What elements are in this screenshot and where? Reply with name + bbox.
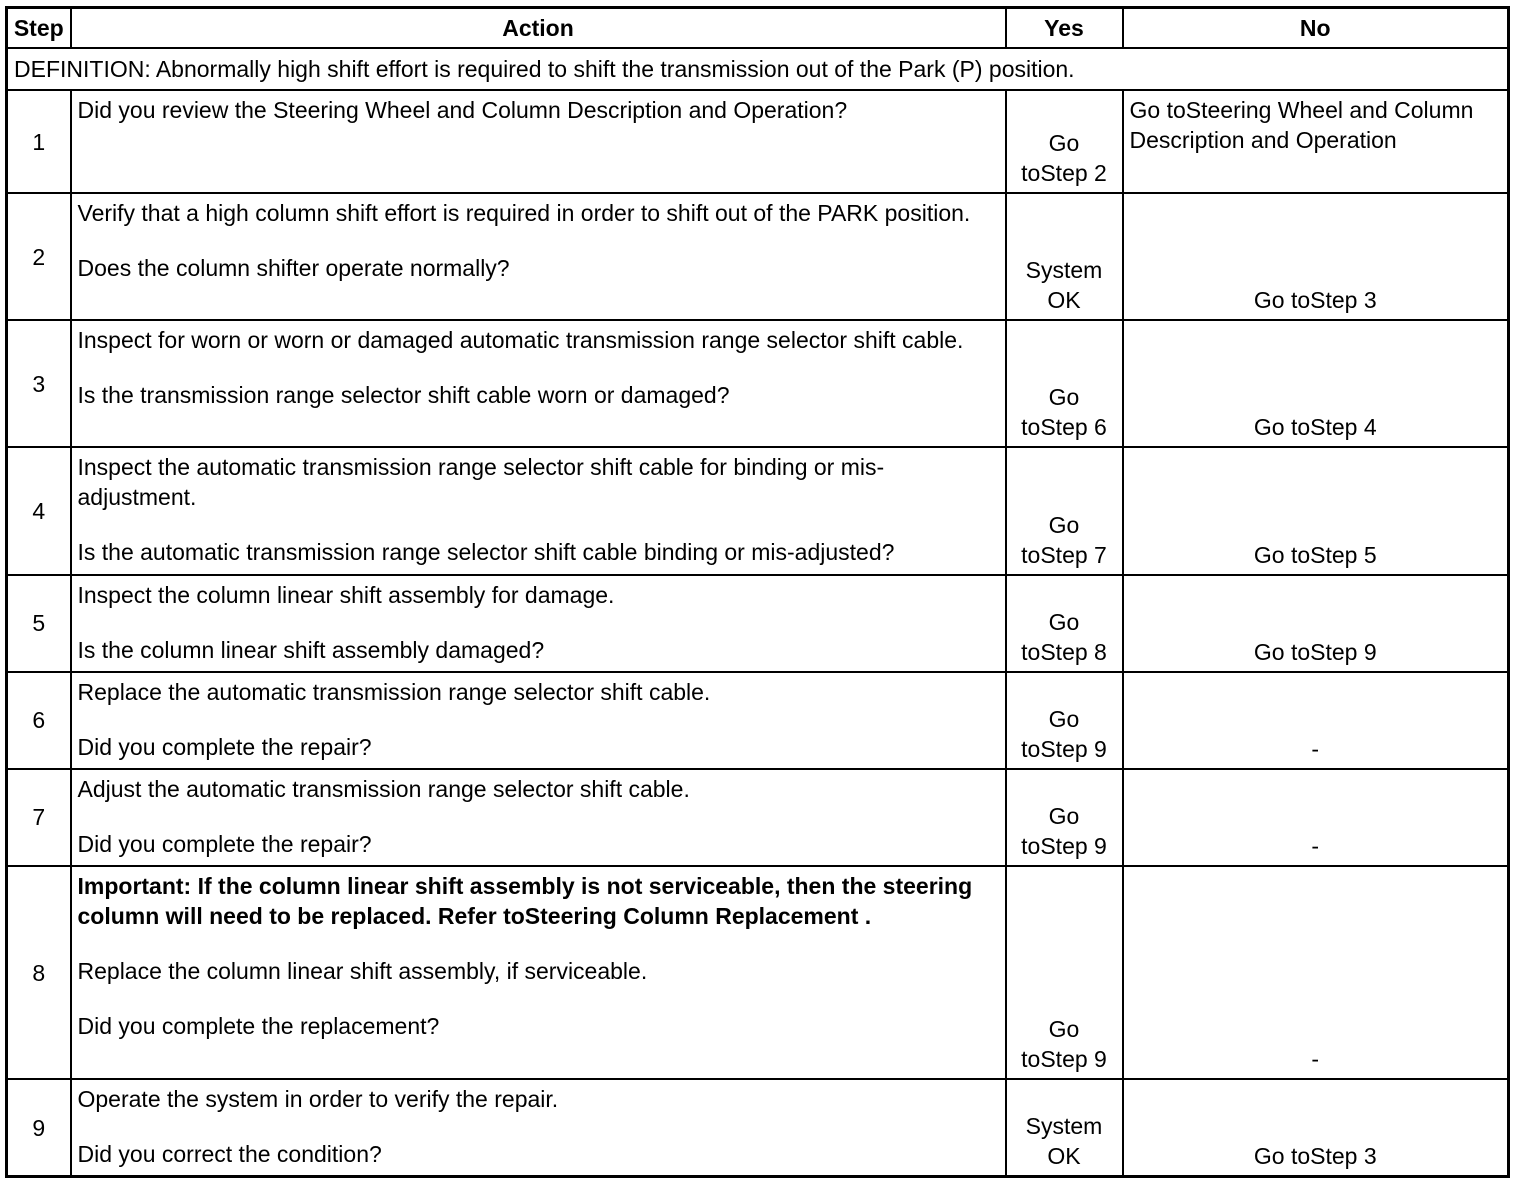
action-instruction: Verify that a high column shift effort is required in order to shift out of the PARK position.: [77, 200, 971, 227]
table-row: [7, 193, 1509, 320]
step-number: 4: [7, 447, 71, 574]
no-cell: Go toStep 4: [1123, 320, 1509, 447]
header-action: Action: [71, 8, 1006, 49]
action-question: Did you complete the repair?: [77, 733, 372, 760]
no-cell: Go toStep 5: [1123, 447, 1509, 574]
yes-cell: Go toStep 7: [1006, 447, 1123, 574]
table-row: [7, 575, 1509, 672]
yes-cell: Go toStep 8: [1006, 575, 1123, 672]
table-row: [7, 320, 1509, 447]
step-number: 9: [7, 1079, 71, 1176]
table-row: [7, 866, 1509, 1079]
table-row: [7, 1079, 1509, 1176]
step-number: 6: [7, 672, 71, 769]
action-instruction: Inspect the column linear shift assembly for damage.: [77, 581, 615, 608]
yes-cell: System OK: [1006, 1079, 1123, 1176]
step-number: 5: [7, 575, 71, 672]
header-no: No: [1123, 8, 1509, 49]
action-question: Did you correct the condition?: [77, 1141, 382, 1168]
step-number: 3: [7, 320, 71, 447]
action-instruction: Replace the automatic transmission range selector shift cable.: [77, 678, 711, 705]
step-number: 2: [7, 193, 71, 320]
no-cell: Go toSteering Wheel and Column Description and Operation: [1123, 90, 1509, 193]
no-cell: -: [1123, 672, 1509, 769]
no-cell: Go toStep 9: [1123, 575, 1509, 672]
action-instruction: Operate the system in order to verify the repair.: [77, 1086, 559, 1113]
action-instruction: Adjust the automatic transmission range selector shift cable.: [77, 775, 690, 802]
action-cell: [71, 320, 1006, 447]
no-cell: Go toStep 3: [1123, 193, 1509, 320]
action-instruction: Inspect the automatic transmission range selector shift cable for binding or mis-adjustment.: [77, 454, 885, 511]
yes-cell: Go toStep 6: [1006, 320, 1123, 447]
no-cell: -: [1123, 769, 1509, 866]
action-cell: [71, 769, 1006, 866]
action-cell: [71, 1079, 1006, 1176]
table-row: [7, 769, 1509, 866]
step-number: 7: [7, 769, 71, 866]
no-cell: Go toStep 3: [1123, 1079, 1509, 1176]
header-row: [7, 8, 1509, 49]
yes-cell: Go toStep 2: [1006, 90, 1123, 193]
header-step: Step: [7, 8, 71, 49]
action-question: Does the column shifter operate normally?: [77, 255, 510, 282]
yes-cell: Go toStep 9: [1006, 866, 1123, 1079]
action-cell: [71, 193, 1006, 320]
action-question: Did you complete the repair?: [77, 830, 372, 857]
table-row: [7, 90, 1509, 193]
action-question: Did you complete the replacement?: [77, 1013, 440, 1040]
action-cell: [71, 90, 1006, 193]
yes-cell: Go toStep 9: [1006, 769, 1123, 866]
step-number: 1: [7, 90, 71, 193]
action-cell: [71, 866, 1006, 1079]
table-row: [7, 672, 1509, 769]
definition-row: [7, 48, 1509, 90]
action-question: Is the column linear shift assembly damaged?: [77, 636, 545, 663]
action-instruction: Did you review the Steering Wheel and Column Description and Operation?: [77, 97, 848, 124]
step-number: 8: [7, 866, 71, 1079]
action-cell: [71, 447, 1006, 574]
definition-text: DEFINITION: Abnormally high shift effort is required to shift the transmission out of the Park (P) position.: [7, 48, 1509, 90]
action-cell: [71, 672, 1006, 769]
diagnostic-table: [5, 6, 1510, 1178]
action-instruction: Inspect for worn or worn or damaged automatic transmission range selector shift cable.: [77, 327, 964, 354]
yes-cell: System OK: [1006, 193, 1123, 320]
table-row: [7, 447, 1509, 574]
no-cell: -: [1123, 866, 1509, 1079]
action-question: Is the automatic transmission range selector shift cable binding or mis-adjusted?: [77, 539, 895, 566]
yes-cell: Go toStep 9: [1006, 672, 1123, 769]
header-yes: Yes: [1006, 8, 1123, 49]
action-cell: [71, 575, 1006, 672]
action-instruction: Replace the column linear shift assembly, if serviceable.: [77, 958, 648, 985]
action-question: Is the transmission range selector shift cable worn or damaged?: [77, 382, 730, 409]
important-note: Important: If the column linear shift assembly is not serviceable, then the steering column will need to be replaced. Refer toSteering Column Replacement .: [77, 873, 973, 930]
